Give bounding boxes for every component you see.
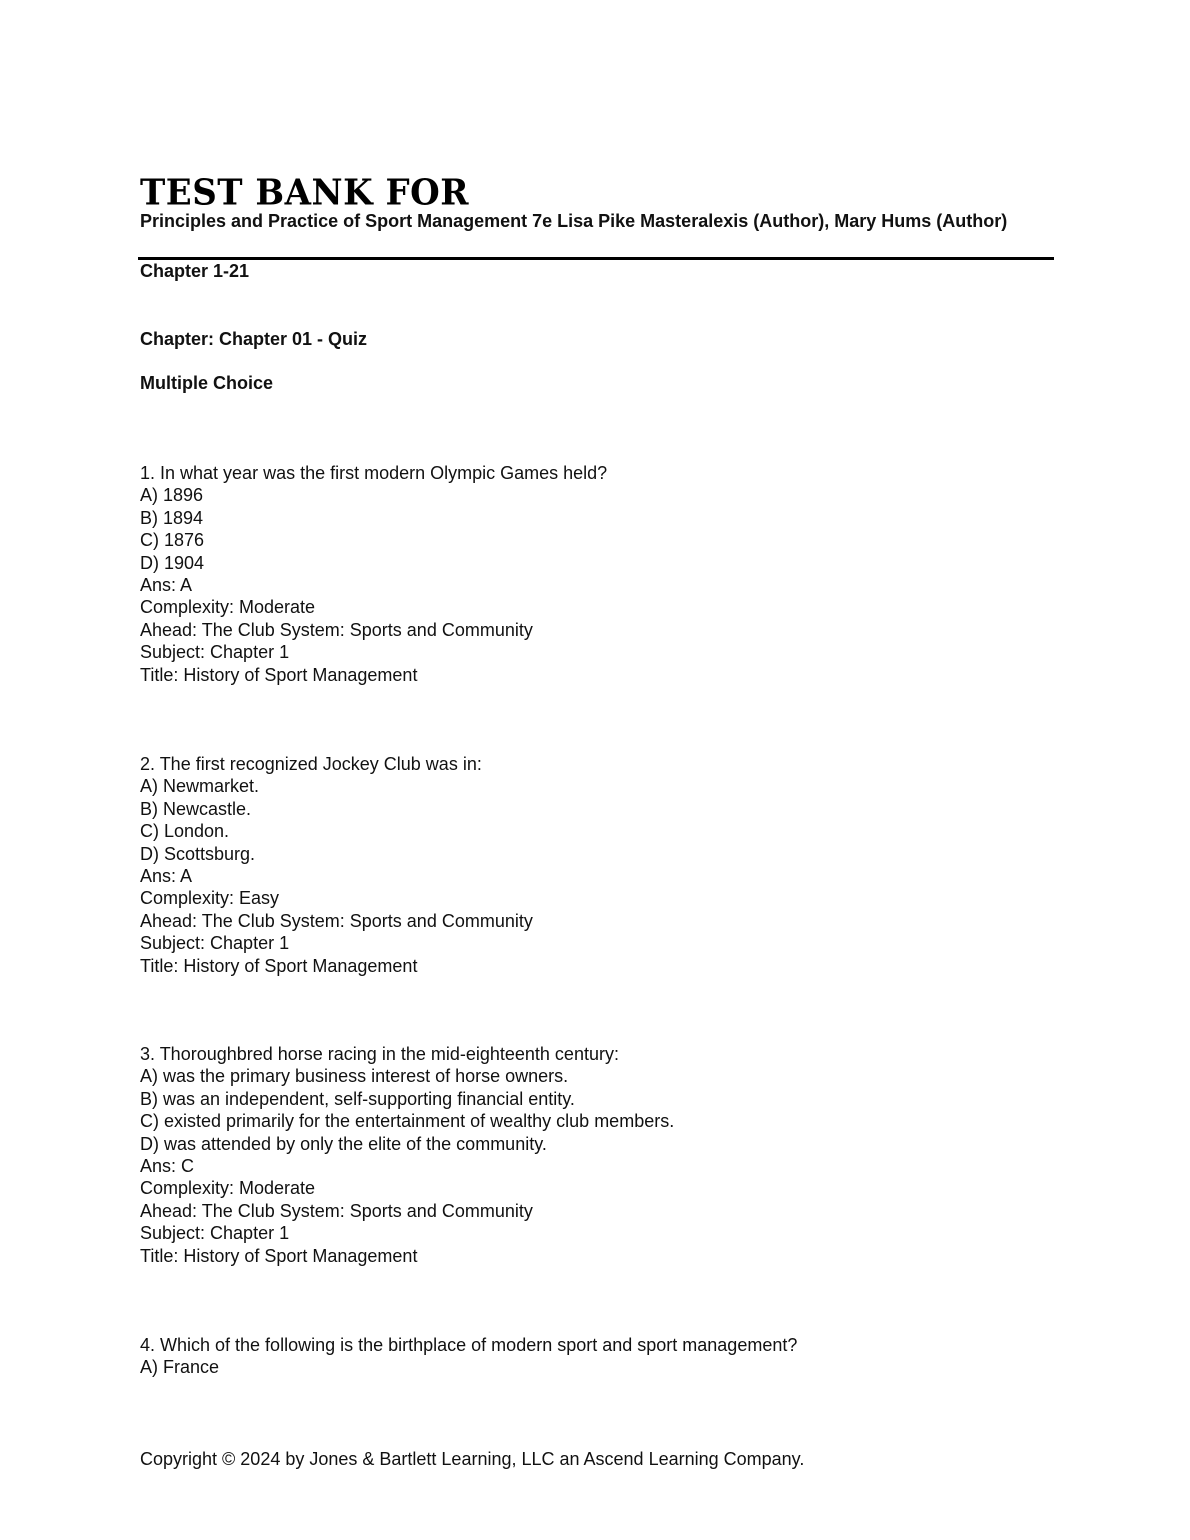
question-4 bbox=[140, 1334, 797, 1379]
answer-option: D) 1904 bbox=[140, 552, 205, 573]
answer-option: D) Scottsburg. bbox=[140, 843, 256, 864]
answer-option: B) 1894 bbox=[140, 507, 204, 528]
question-prompt: 4. Which of the following is the birthplace of modern sport and sport management? bbox=[140, 1335, 798, 1355]
subject: Subject: Chapter 1 bbox=[140, 642, 290, 663]
question-prompt: 1. In what year was the first modern Olympic Games held? bbox=[140, 463, 608, 483]
complexity: Complexity: Moderate bbox=[140, 597, 316, 618]
topic-title: Title: History of Sport Management bbox=[140, 664, 418, 685]
answer-key: Ans: A bbox=[140, 866, 193, 887]
ahead: Ahead: The Club System: Sports and Community bbox=[140, 910, 533, 931]
ahead: Ahead: The Club System: Sports and Community bbox=[140, 619, 533, 640]
copyright-footer: Copyright © 2024 by Jones & Bartlett Learning, LLC an Ascend Learning Company. bbox=[140, 1449, 805, 1469]
chapter-range: Chapter 1-21 bbox=[140, 261, 250, 281]
question-2 bbox=[140, 753, 533, 977]
subject: Subject: Chapter 1 bbox=[140, 1223, 290, 1244]
section-heading: Multiple Choice bbox=[140, 373, 274, 393]
document-subtitle: Principles and Practice of Sport Management 7e Lisa Pike Masteralexis (Author), Mary Hums (Author) bbox=[140, 211, 1008, 231]
answer-option: C) existed primarily for the entertainment of wealthy club members. bbox=[140, 1111, 675, 1132]
question-prompt: 2. The first recognized Jockey Club was in: bbox=[140, 754, 482, 774]
answer-option: C) London. bbox=[140, 821, 230, 842]
ahead: Ahead: The Club System: Sports and Community bbox=[140, 1200, 533, 1221]
answer-option: C) 1876 bbox=[140, 530, 205, 551]
complexity: Complexity: Moderate bbox=[140, 1178, 316, 1199]
chapter-heading: Chapter: Chapter 01 - Quiz bbox=[140, 329, 368, 349]
answer-key: Ans: A bbox=[140, 575, 193, 596]
answer-option: A) Newmarket. bbox=[140, 776, 260, 797]
answer-option: B) was an independent, self-supporting financial entity. bbox=[140, 1088, 575, 1109]
question-prompt: 3. Thoroughbred horse racing in the mid-eighteenth century: bbox=[140, 1044, 619, 1064]
topic-title: Title: History of Sport Management bbox=[140, 955, 418, 976]
answer-option: D) was attended by only the elite of the community. bbox=[140, 1133, 547, 1154]
answer-option: A) France bbox=[140, 1357, 220, 1378]
answer-option: A) 1896 bbox=[140, 485, 204, 506]
question-3 bbox=[140, 1043, 674, 1267]
header-divider bbox=[138, 257, 1054, 260]
document-title: TEST BANK FOR bbox=[140, 172, 470, 215]
complexity: Complexity: Easy bbox=[140, 888, 280, 909]
answer-key: Ans: C bbox=[140, 1156, 195, 1177]
subject: Subject: Chapter 1 bbox=[140, 933, 290, 954]
topic-title: Title: History of Sport Management bbox=[140, 1245, 418, 1266]
answer-option: B) Newcastle. bbox=[140, 798, 252, 819]
question-1 bbox=[140, 462, 607, 686]
answer-option: A) was the primary business interest of horse owners. bbox=[140, 1066, 569, 1087]
